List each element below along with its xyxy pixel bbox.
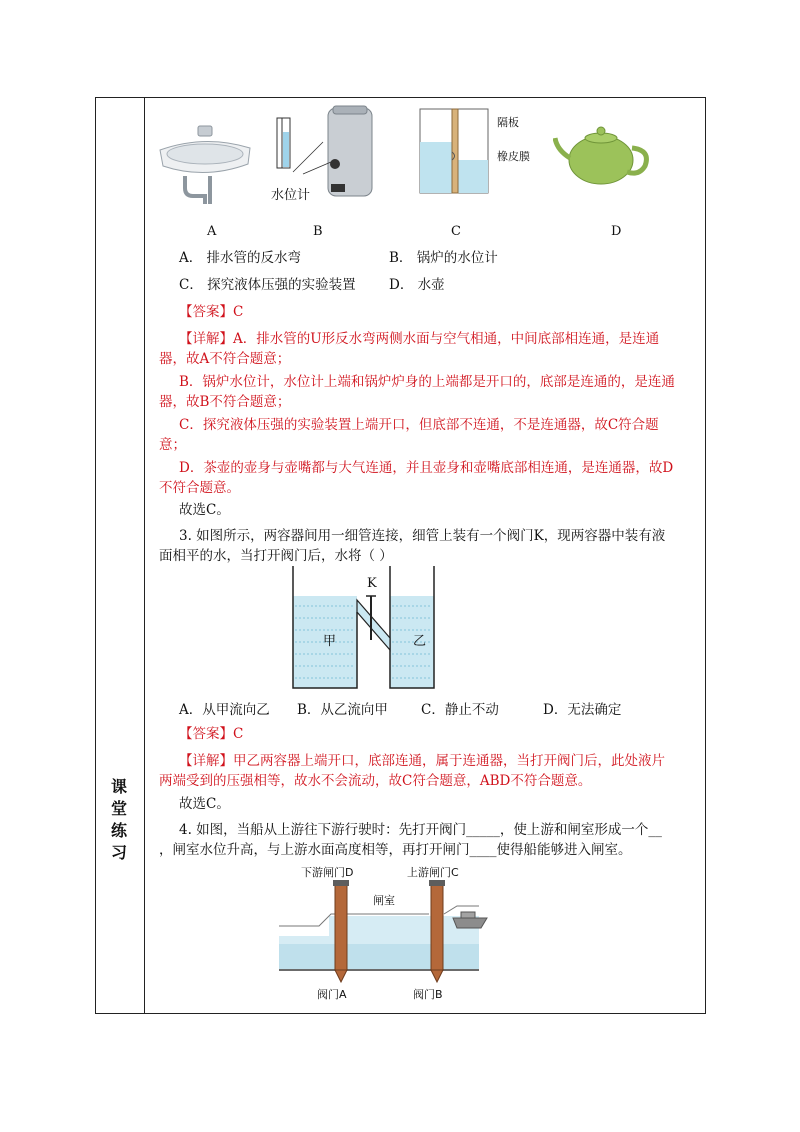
q3-detail-line2: 两端受到的压强相等，故水不会流动，故C符合题意，ABD不符合题意。: [159, 773, 592, 789]
q2-detail-a-line1: 【详解】A．排水管的U形反水弯两侧水面与空气相通，中间底部相连通，是连通: [179, 331, 660, 347]
content-cell: [145, 98, 705, 1013]
figure-label-c: C: [451, 224, 461, 239]
membrane-label: 橡皮膜: [497, 150, 530, 163]
option-a: A． 排水管的反水弯: [179, 250, 302, 266]
q3-option-d: D．无法确定: [543, 702, 622, 718]
q2-conclusion: 故选C。: [179, 502, 230, 518]
q3-stem-line1: 3. 如图所示，两容器间用一细管连接，细管上装有一个阀门K，现两容器中装有液: [179, 528, 666, 544]
container-left-label: 甲: [323, 634, 337, 649]
q2-detail-c-line2: 意；: [159, 437, 186, 453]
lesson-table: [95, 97, 706, 1014]
q3-option-c: C．静止不动: [421, 702, 499, 718]
q2-detail-b-line1: B．锅炉水位计，水位计上端和锅炉炉身的上端都是开口的，底部是连通的，是连通: [179, 374, 675, 390]
connected-containers-figure: [290, 566, 438, 692]
q2-detail-a-line2: 器，故A不符合题意；: [159, 351, 291, 367]
valve-b-label: 阀门B: [413, 988, 443, 1001]
section-label: 课 堂 练 习: [110, 777, 127, 862]
q4-stem-line1: 4. 如图，当船从上游往下游行驶时：先打开阀门_____，使上游和闸室形成一个__: [179, 822, 662, 838]
q3-conclusion: 故选C。: [179, 796, 230, 812]
q3-answer: 【答案】C: [179, 726, 244, 742]
section-column: [96, 98, 145, 1013]
option-c: C． 探究液体压强的实验装置: [179, 277, 356, 293]
option-b: B． 锅炉的水位计: [389, 250, 498, 266]
partition-label: 隔板: [497, 116, 519, 129]
sink-figure: [155, 120, 260, 205]
q2-detail-b-line2: 器，故B不符合题意；: [159, 394, 291, 410]
q4-stem-line2: ，闸室水位升高，与上游水面高度相等，再打开闸门____使得船能够进入闸室。: [159, 842, 632, 858]
q2-detail-d-line2: 不符合题意。: [159, 480, 240, 496]
water-level-callout: 水位计: [271, 188, 311, 203]
option-d: D． 水壶: [389, 277, 445, 293]
container-right-label: 乙: [413, 634, 427, 649]
figure-label-a: A: [207, 224, 217, 239]
q2-detail-d-line1: D．茶壶的壶身与壶嘴都与大气连通，并且壶身和壶嘴底部相连通，是连通器，故D: [179, 460, 674, 476]
valve-k-label: K: [367, 576, 377, 591]
q3-option-a: A．从甲流向乙: [179, 702, 270, 718]
q3-option-b: B．从乙流向甲: [297, 702, 388, 718]
figure-label-b: B: [313, 224, 323, 239]
gate-d-label: 下游闸门D: [301, 866, 354, 879]
valve-a-label: 阀门A: [317, 988, 347, 1001]
q3-stem-line2: 面相平的水，当打开阀门后，水将（ ）: [159, 548, 393, 564]
teapot-figure: [553, 120, 658, 190]
chamber-label: 闸室: [373, 894, 395, 907]
q3-detail-line1: 【详解】甲乙两容器上端开口，底部连通，属于连通器，当打开阀门后，此处液片: [179, 753, 665, 769]
q2-answer: 【答案】C: [179, 304, 244, 320]
pressure-apparatus-figure: [419, 108, 491, 196]
q2-detail-c-line1: C．探究液体压强的实验装置上端开口，但底部不连通，不是连通器，故C符合题: [179, 417, 659, 433]
gate-c-label: 上游闸门C: [407, 866, 459, 879]
figure-label-d: D: [611, 224, 622, 239]
